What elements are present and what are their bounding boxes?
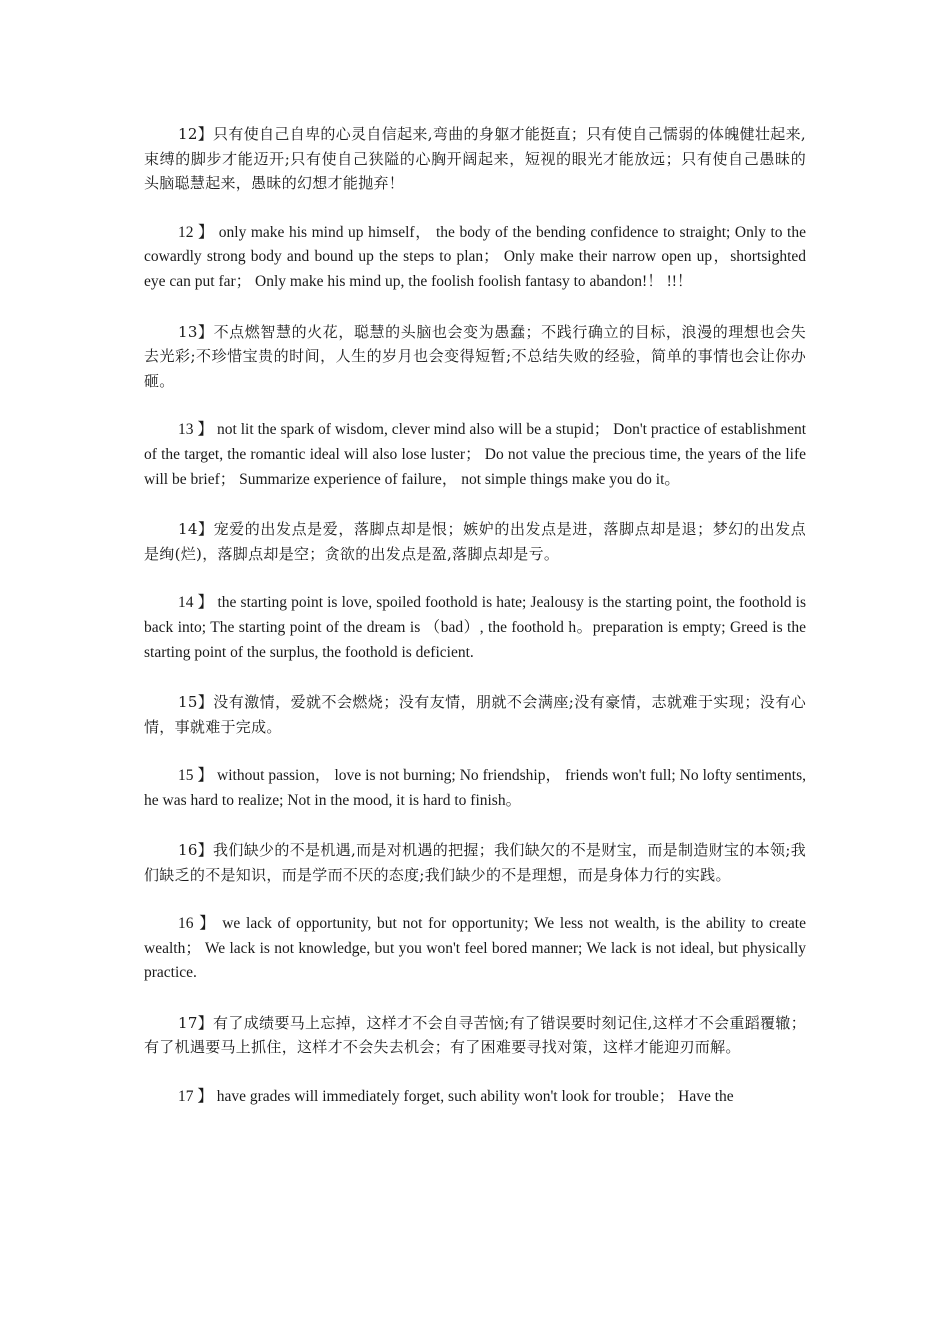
paragraph-12-en: 12 】 only make his mind up himself， the body of the bending confidence to straight; Only to the cowardly strong body and bound up the steps to plan； Only make their narrow open up，shortsighted eye can put far； Only make his mind up, the foolish foolish fantasy to abandon!！ !!！	[144, 223, 806, 291]
paragraph-17-zh: 17】有了成绩要马上忘掉，这样才不会自寻苦恼;有了错误要时刻记住,这样才不会重蹈覆辙；有了机遇要马上抓住，这样才不会失去机会；有了困难要寻找对策，这样才能迎刃而解。	[144, 1013, 806, 1057]
paragraph-15-en: 15 】 without passion， love is not burning; No friendship， friends won't full; No lofty sentiments, he was hard to realize; Not in the mood, it is hard to finish。	[144, 766, 806, 809]
paragraph-15-zh: 15】没有激情，爱就不会燃烧；没有友情，朋就不会满座;没有豪情，志就难于实现；没有心情，事就难于完成。	[144, 692, 806, 736]
paragraph-16-zh: 16】我们缺少的不是机遇,而是对机遇的把握；我们缺欠的不是财宝，而是制造财宝的本领;我们缺乏的不是知识，而是学而不厌的态度;我们缺少的不是理想，而是身体力行的实践。	[144, 840, 806, 884]
paragraph-12-zh: 12】只有使自己自卑的心灵自信起来,弯曲的身躯才能挺直；只有使自己懦弱的体魄健壮起来,束缚的脚步才能迈开;只有使自己狭隘的心胸开阔起来，短视的眼光才能放远；只有使自己愚昧的头脑聪慧起来，愚昧的幻想才能抛弃！	[144, 125, 806, 193]
paragraph-16-en: 16 】 we lack of opportunity, but not for opportunity; We less not wealth, is the ability to create wealth； We lack is not knowledge, but you won't feel bored manner; We lack is not ideal, but physically practice.	[144, 914, 806, 982]
paragraph-14-zh: 14】宠爱的出发点是爱，落脚点却是恨；嫉妒的出发点是进，落脚点却是退；梦幻的出发点是绚(烂)，落脚点却是空；贪欲的出发点是盈,落脚点却是亏。	[144, 520, 806, 563]
paragraph-14-en: 14 】 the starting point is love, spoiled foothold is hate; Jealousy is the starting point, the foothold is back into; The starting point of the dream is （bad）, the foothold h。preparation is empty; Greed is the starting point of the surplus, the foothold is deficient.	[144, 593, 806, 661]
paragraph-17-en: 17 】 have grades will immediately forget, such ability won't look for trouble； Have the	[178, 1087, 734, 1105]
paragraph-13-zh: 13】不点燃智慧的火花，聪慧的头脑也会变为愚蠢；不践行确立的目标，浪漫的理想也会失去光彩;不珍惜宝贵的时间，人生的岁月也会变得短暂;不总结失败的经验，简单的事情也会让你办砸。	[144, 322, 806, 390]
paragraph-13-en: 13 】 not lit the spark of wisdom, clever mind also will be a stupid； Don't practice of establishment of the target, the romantic ideal will also lose luster； Do not value the precious time, the years of the life will be brief； Summarize experience of failure， not simple things make you do it。	[144, 421, 806, 488]
document-page	[144, 122, 806, 1134]
